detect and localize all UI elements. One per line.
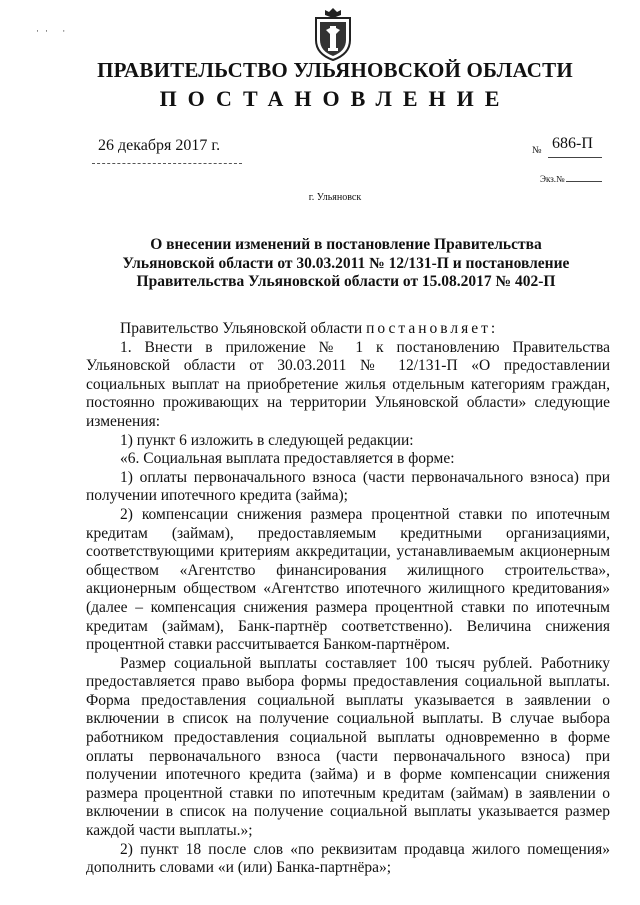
number-sign: № bbox=[532, 145, 542, 156]
copy-number bbox=[540, 174, 602, 184]
document-body bbox=[86, 320, 610, 878]
scan-specks: ·· · bbox=[36, 26, 72, 36]
document-subject: О внесении изменений в постановление Правительства Ульяновской области от 30.03.2011 № 12/131-П и постановление Правительства Ульяновской области от 15.08.2017 № 402-П bbox=[122, 236, 570, 290]
intro-paragraph bbox=[86, 320, 610, 339]
document-date: 26 декабря 2017 г. bbox=[98, 137, 221, 154]
paragraph-2: 1) пункт 6 изложить в следующей редакции: bbox=[120, 431, 414, 449]
number-underline bbox=[548, 157, 602, 158]
paragraph-7: 2) пункт 18 после слов «по реквизитам продавца жилого помещения» дополнить словами «и (или) Банка-партнёра»; bbox=[86, 840, 610, 877]
paragraph-3: «6. Социальная выплата предоставляется в форме: bbox=[120, 450, 455, 468]
coat-of-arms-icon bbox=[311, 6, 355, 62]
copy-label: Экз.№ bbox=[540, 174, 565, 184]
paragraph-4: 1) оплаты первоначального взноса (части первоначального взноса) при получении ипотечного кредита (займа); bbox=[86, 468, 610, 505]
paragraph-1: 1. Внести в приложение № 1 к постановлению Правительства Ульяновской области от 30.03.2011 № 12/131-П «О предоставлении социальных выплат на приобретение жилья отдельным категориям граждан, постоянно проживающих на территории Ульяновской области» следующие изменения: bbox=[86, 338, 610, 430]
intro-verb: постановляет: bbox=[366, 320, 499, 337]
city: г. Ульяновск bbox=[308, 192, 362, 203]
copy-blank bbox=[566, 181, 602, 182]
paragraph-6: Размер социальной выплаты составляет 100 тысяч рублей. Работнику предоставляется право выбора формы предоставления социальной выплаты. Форма предоставления социальной выплаты указывается в заявлении о включении в список на получение социальной выплаты. В случае выбора работником предоставления социальной выплаты одновременно в форме оплаты первоначального взноса (части первоначального взноса) при получении ипотечного кредита (займа) и в форме компенсации снижения размера процентной ставки по ипотечным кредитам (займам) в заявлении о включении в список на получение социальной выплаты указывается размер каждой части выплаты.»; bbox=[86, 654, 610, 840]
number-value: 686-П bbox=[552, 135, 593, 152]
paragraph-5: 2) компенсации снижения размера процентной ставки по ипотечным кредитам (займам), предоставляемым кредитными организациями, соответствующими критериям аккредитации, устанавливаемым акционерным обществом «Агентство финансирования жилищного строительства», акционерным обществом «Агентство ипотечного жилищного кредитования» (далее – компенсация снижения размера процентной ставки по ипотечным кредитам (займам), Банк-партнёр соответственно). Величина снижения процентной ставки рассчитывается Банком-партнёром. bbox=[86, 505, 610, 654]
date-underline bbox=[92, 163, 242, 164]
government-title: ПРАВИТЕЛЬСТВО УЛЬЯНОВСКОЙ ОБЛАСТИ bbox=[97, 58, 573, 82]
intro-text: Правительство Ульяновской области bbox=[120, 320, 367, 337]
document-type: ПОСТАНОВЛЕНИЕ bbox=[159, 86, 511, 111]
